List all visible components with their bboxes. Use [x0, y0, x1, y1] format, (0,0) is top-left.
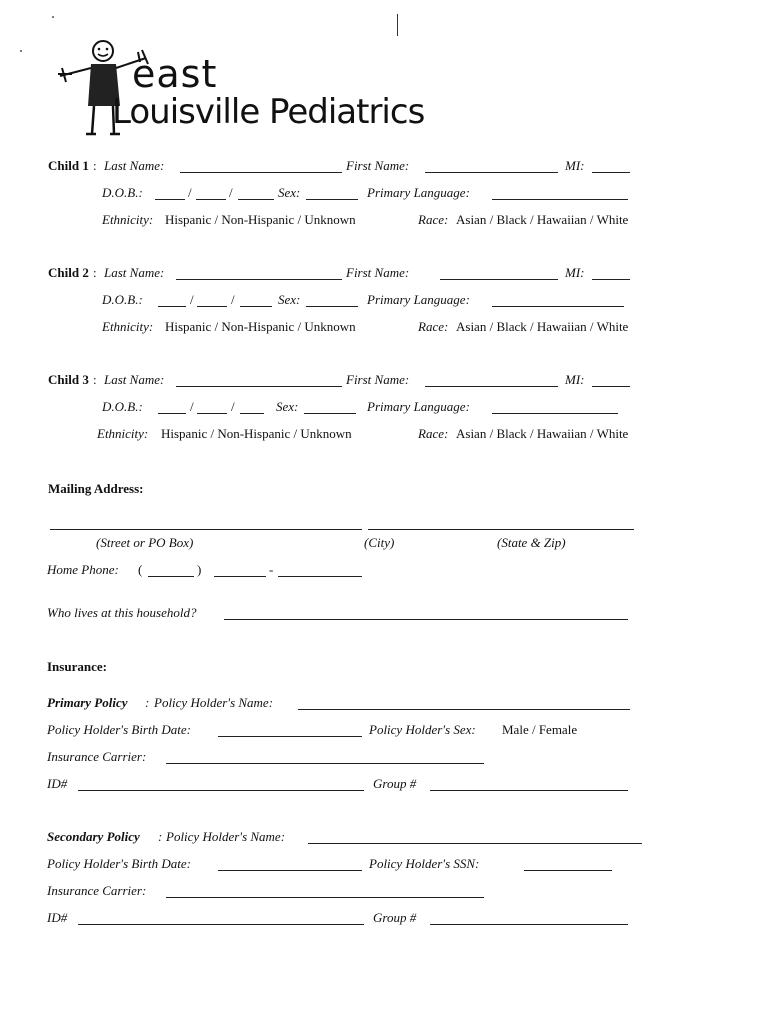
primary-language-field[interactable]	[492, 413, 618, 414]
dob-label: D.O.B.:	[102, 185, 143, 200]
child-label: Child 2	[48, 265, 89, 280]
primary-group-label: Group #	[373, 776, 417, 791]
city-caption: (City)	[364, 535, 395, 550]
race-options[interactable]: Asian / Black / Hawaiian / White	[456, 426, 629, 441]
dob-day-field[interactable]	[196, 199, 226, 200]
first-name-field[interactable]	[440, 279, 558, 280]
sex-label: Sex:	[278, 185, 301, 200]
phone-dash: -	[269, 562, 274, 577]
primary-language-label: Primary Language:	[367, 292, 470, 307]
secondary-group-field[interactable]	[430, 924, 628, 925]
secondary-id-label: ID#	[47, 910, 68, 925]
dob-year-field[interactable]	[238, 199, 274, 200]
primary-language-label: Primary Language:	[367, 185, 470, 200]
first-name-label: First Name:	[346, 158, 410, 173]
ethnicity-options[interactable]: Hispanic / Non-Hispanic / Unknown	[161, 426, 352, 441]
household-label: Who lives at this household?	[47, 605, 197, 620]
last-name-field[interactable]	[180, 172, 342, 173]
child-label: Child 3	[48, 372, 89, 387]
scan-speck	[20, 50, 22, 52]
sex-label: Sex:	[278, 292, 301, 307]
first-name-field[interactable]	[425, 172, 558, 173]
last-name-label: Last Name:	[104, 158, 165, 173]
secondary-holder-name-label: Policy Holder's Name:	[166, 829, 286, 844]
race-options[interactable]: Asian / Black / Hawaiian / White	[456, 319, 629, 334]
insurance-heading: Insurance:	[47, 659, 107, 674]
scan-speck	[52, 16, 54, 18]
primary-birth-date-field[interactable]	[218, 736, 362, 737]
first-name-label: First Name:	[346, 265, 410, 280]
household-field[interactable]	[224, 619, 628, 620]
sex-label: Sex:	[276, 399, 299, 414]
mi-label: MI:	[565, 158, 585, 173]
primary-id-label: ID#	[47, 776, 68, 791]
secondary-ssn-field[interactable]	[524, 870, 612, 871]
sex-field[interactable]	[306, 306, 358, 307]
dob-day-field[interactable]	[197, 413, 227, 414]
last-name-label: Last Name:	[104, 372, 165, 387]
first-name-field[interactable]	[425, 386, 558, 387]
dob-separator: /	[231, 399, 235, 414]
state-zip-caption: (State & Zip)	[497, 535, 566, 550]
ethnicity-options[interactable]: Hispanic / Non-Hispanic / Unknown	[165, 319, 356, 334]
race-label: Race:	[418, 426, 449, 441]
primary-holder-name-label: Policy Holder's Name:	[154, 695, 274, 710]
secondary-holder-name-field[interactable]	[308, 843, 642, 844]
dob-month-field[interactable]	[155, 199, 185, 200]
primary-language-field[interactable]	[492, 306, 624, 307]
colon: :	[145, 695, 150, 710]
secondary-birth-date-field[interactable]	[218, 870, 362, 871]
race-label: Race:	[418, 319, 449, 334]
race-label: Race:	[418, 212, 449, 227]
mi-field[interactable]	[592, 279, 630, 280]
secondary-birth-date-label: Policy Holder's Birth Date:	[47, 856, 191, 871]
phone-area-code-field[interactable]	[148, 576, 194, 577]
phone-prefix-field[interactable]	[214, 576, 266, 577]
primary-birth-date-label: Policy Holder's Birth Date:	[47, 722, 191, 737]
sex-field[interactable]	[306, 199, 358, 200]
primary-carrier-field[interactable]	[166, 763, 484, 764]
mi-field[interactable]	[592, 386, 630, 387]
dob-separator: /	[229, 185, 233, 200]
secondary-ssn-label: Policy Holder's SSN:	[369, 856, 480, 871]
logo-practice-name: Louisville Pediatrics	[112, 92, 425, 132]
last-name-label: Last Name:	[104, 265, 165, 280]
secondary-id-field[interactable]	[78, 924, 364, 925]
home-phone-label: Home Phone:	[47, 562, 119, 577]
phone-paren-open: (	[138, 562, 143, 577]
ethnicity-label: Ethnicity:	[102, 319, 154, 334]
primary-carrier-label: Insurance Carrier:	[47, 749, 147, 764]
dob-year-field[interactable]	[240, 413, 264, 414]
primary-sex-label: Policy Holder's Sex:	[369, 722, 476, 737]
ethnicity-label: Ethnicity:	[97, 426, 149, 441]
dob-separator: /	[231, 292, 235, 307]
street-field[interactable]	[50, 529, 362, 530]
child-label: Child 1	[48, 158, 89, 173]
secondary-group-label: Group #	[373, 910, 417, 925]
scan-mark	[397, 14, 398, 36]
primary-holder-name-field[interactable]	[298, 709, 630, 710]
primary-id-field[interactable]	[78, 790, 364, 791]
mi-label: MI:	[565, 265, 585, 280]
street-caption: (Street or PO Box)	[96, 535, 194, 550]
dob-separator: /	[190, 399, 194, 414]
primary-group-field[interactable]	[430, 790, 628, 791]
primary-language-field[interactable]	[492, 199, 628, 200]
primary-language-label: Primary Language:	[367, 399, 470, 414]
mi-field[interactable]	[592, 172, 630, 173]
ethnicity-label: Ethnicity:	[102, 212, 154, 227]
mi-label: MI:	[565, 372, 585, 387]
sex-field[interactable]	[304, 413, 356, 414]
city-state-field[interactable]	[368, 529, 634, 530]
dob-month-field[interactable]	[158, 306, 186, 307]
colon: :	[93, 265, 97, 280]
primary-policy-label: Primary Policy	[47, 695, 128, 710]
dob-label: D.O.B.:	[102, 399, 143, 414]
dob-separator: /	[188, 185, 192, 200]
dob-label: D.O.B.:	[102, 292, 143, 307]
secondary-policy-label: Secondary Policy	[47, 829, 140, 844]
race-options[interactable]: Asian / Black / Hawaiian / White	[456, 212, 629, 227]
logo-east: east	[132, 52, 218, 96]
phone-paren-close: )	[197, 562, 202, 577]
colon: :	[158, 829, 163, 844]
secondary-carrier-field[interactable]	[166, 897, 484, 898]
last-name-field[interactable]	[176, 279, 342, 280]
dob-month-field[interactable]	[158, 413, 186, 414]
mailing-address-heading: Mailing Address:	[48, 481, 144, 496]
dob-year-field[interactable]	[240, 306, 272, 307]
phone-line-field[interactable]	[278, 576, 362, 577]
dob-separator: /	[190, 292, 194, 307]
dob-day-field[interactable]	[197, 306, 227, 307]
primary-sex-options[interactable]: Male / Female	[502, 722, 578, 737]
last-name-field[interactable]	[176, 386, 342, 387]
ethnicity-options[interactable]: Hispanic / Non-Hispanic / Unknown	[165, 212, 356, 227]
colon: :	[93, 158, 97, 173]
colon: :	[93, 372, 97, 387]
secondary-carrier-label: Insurance Carrier:	[47, 883, 147, 898]
first-name-label: First Name:	[346, 372, 410, 387]
